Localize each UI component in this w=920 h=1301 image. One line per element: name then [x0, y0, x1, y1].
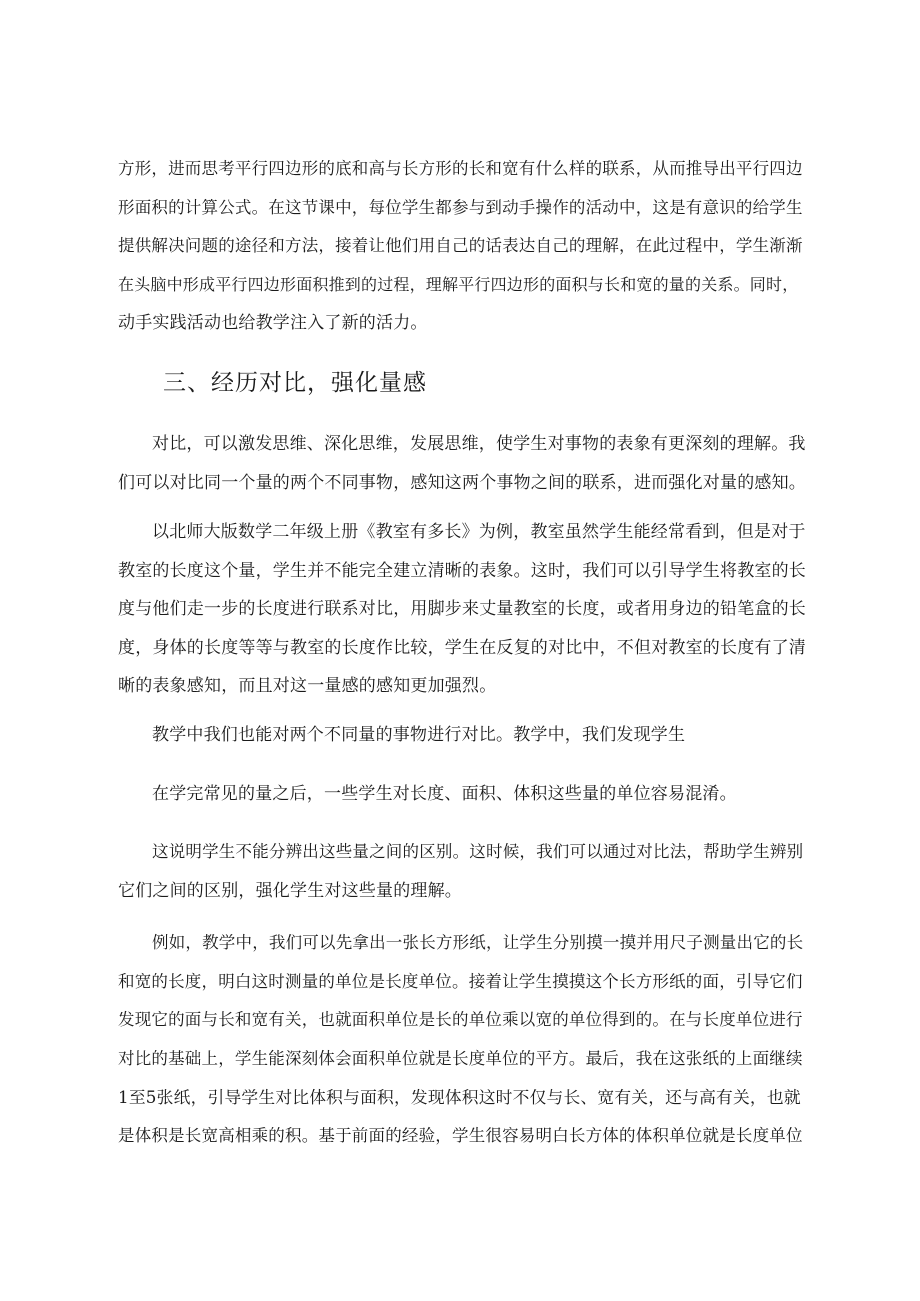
text-line: 发现它的面与长和宽有关，也就面积单位是长的单位乘以宽的单位得到的。在与长度单位进行 — [118, 1010, 803, 1030]
paragraph-contrast-intro — [118, 425, 808, 502]
text-line: 以北师大版数学二年级上册《教室有多长》为例，教室虽然学生能经常看到，但是对于 — [152, 522, 806, 542]
text-line: 教室的长度这个量，学生并不能完全建立清晰的表象。这时，我们可以引导学生将教室的长 — [118, 560, 806, 581]
paragraph-distinguish — [118, 833, 808, 910]
text-line: 形面积的计算公式。在这节课中，每位学生都参与到动手操作的活动中，这是有意识的给学生 — [118, 197, 803, 217]
text-line: 提供解决问题的途径和方法，接着让他们用自己的话表达自己的理解，在此过程中，学生渐渐 — [118, 236, 803, 256]
text-line: 在头脑中形成平行四边形面积推到的过程，理解平行四边形的面积与长和宽的量的关系。同时， — [118, 274, 799, 294]
text-line: 度与他们走一步的长度进行联系对比，用脚步来丈量教室的长度，或者用身边的铅笔盒的长 — [118, 599, 806, 620]
text-line: 动手实践活动也给教学注入了新的活力。 — [118, 313, 428, 334]
text-line: 对比，可以激发思维、深化思维，发展思维，使学生对事物的表象有更深刻的理解。我 — [152, 434, 806, 454]
text-line: 们可以对比同一个量的两个不同事物，感知这两个事物之间的联系，进而强化对量的感知。 — [118, 472, 806, 493]
paragraph-paper-example — [118, 924, 808, 1156]
paragraph-classroom-example — [118, 513, 808, 706]
text-line: 度，身体的长度等等与教室的长度作比较，学生在反复的对比中，不但对教室的长度有了清 — [118, 637, 806, 658]
text-line: 和宽的长度，明白这时测量的单位是长度单位。接着让学生摸摸这个长方形纸的面，引导它们 — [118, 971, 803, 991]
text-line: 这说明学生不能分辨出这些量之间的区别。这时候，我们可以通过对比法，帮助学生辨别 — [152, 842, 804, 861]
text-line: 晰的表象感知，而且对这一量感的感知更加强烈。 — [118, 676, 497, 697]
paragraph-two-quantities — [118, 716, 808, 755]
text-line: 方形，进而思考平行四边形的底和高与长方形的长和宽有什么样的联系，从而推导出平行四边 — [118, 159, 803, 178]
text-line: 它们之间的区别，强化学生对这些量的理解。 — [118, 880, 462, 901]
text-line: 是体积是长宽高相乘的积。基于前面的经验，学生很容易明白长方体的体积单位就是长度单位 — [118, 1125, 803, 1145]
text-line: 例如，教学中，我们可以先拿出一张长方形纸，让学生分别摸一摸并用尺子测量出它的长 — [152, 933, 804, 952]
section-heading: 三、经历对比，强化量感 — [163, 370, 427, 396]
paragraph-confusion — [118, 775, 808, 814]
text-line: 教学中我们也能对两个不同量的事物进行对比。教学中，我们发现学生 — [152, 725, 686, 745]
text-line: 对比的基础上，学生能深刻体会面积单位就是长度单位的平方。最后，我在这张纸的上面继续 — [118, 1048, 803, 1068]
text-line: 1至5张纸，引导学生对比体积与面积，发现体积这时不仅与长、宽有关，还与高有关，也就 — [118, 1087, 801, 1108]
paragraph-continuation — [118, 150, 808, 343]
text-line: 在学完常见的量之后，一些学生对长度、面积、体积这些量的单位容易混淆。 — [152, 784, 737, 804]
